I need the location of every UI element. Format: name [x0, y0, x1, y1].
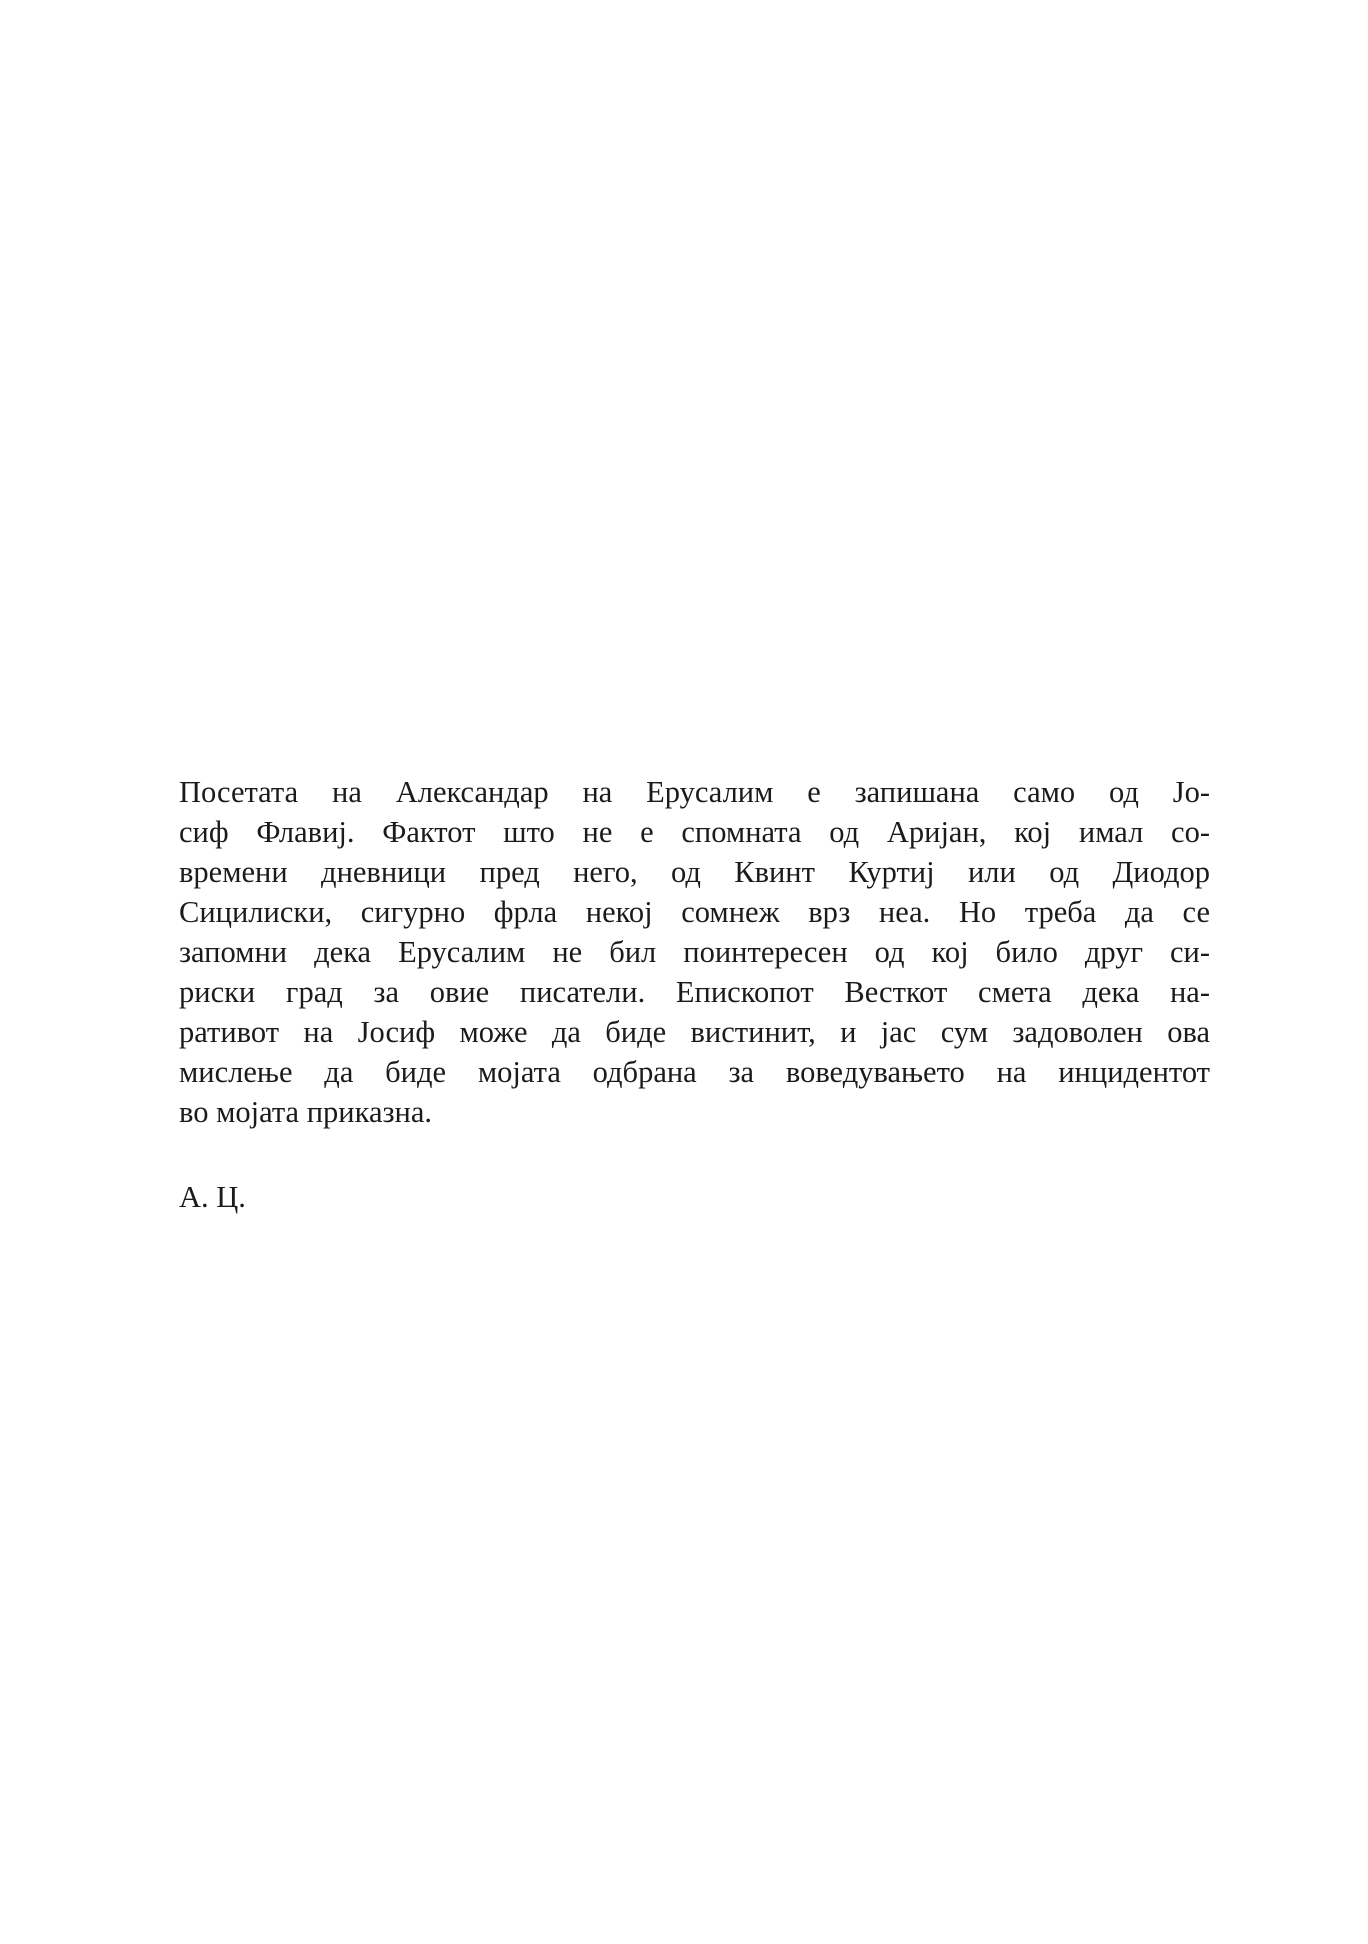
paragraph-line: запомни дека Ерусалим не бил поинтересен од кој било друг си- — [179, 935, 1210, 969]
author-signature: А. Ц. — [179, 1180, 246, 1214]
paragraph-line: во мојата приказна. — [179, 1095, 433, 1129]
paragraph-line: Сицилиски, сигурно фрла некој сомнеж врз неа. Но треба да се — [179, 895, 1210, 929]
paragraph-line: сиф Флавиј. Фактот што не е спомната од Аријан, кој имал со- — [179, 815, 1210, 849]
body-text-block — [138, 772, 1210, 1132]
preface-paragraph — [138, 772, 1210, 1132]
paragraph-line: ративот на Јосиф може да биде вистинит, и јас сум задоволен ова — [179, 1015, 1210, 1049]
paragraph-line: Посетата на Александар на Ерусалим е запишана само од Јо- — [179, 775, 1210, 809]
paragraph-line: риски град за овие писатели. Епископот Весткот смета дека на- — [179, 975, 1210, 1009]
paragraph-line: времени дневници пред него, од Квинт Куртиј или од Диодор — [179, 855, 1210, 889]
paragraph-line: мислење да биде мојата одбрана за воведувањето на инцидентот — [179, 1055, 1210, 1089]
